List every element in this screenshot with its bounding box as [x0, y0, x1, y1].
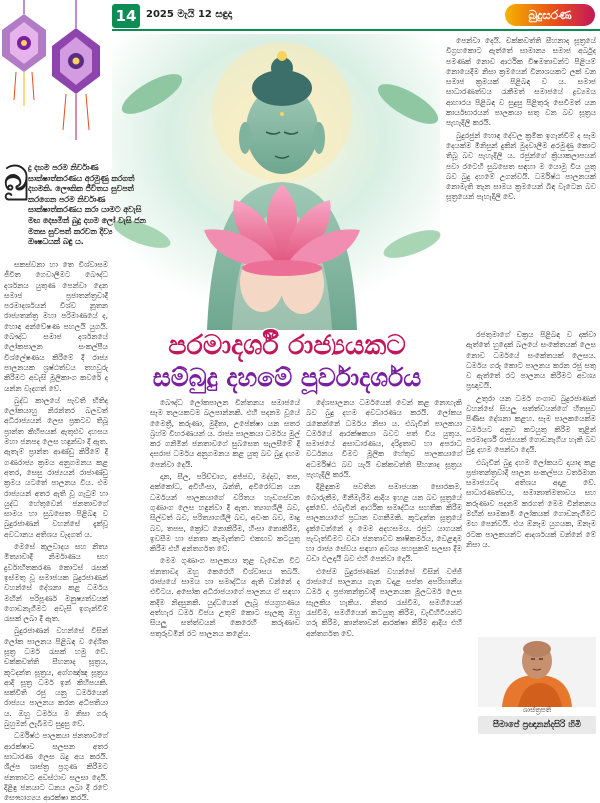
column-paragraph: එසේම බුදුරජාණන් වහන්සේ විසින් වජ්ජි රාජ්‍යයේ පාලනය ගැන වදාළ සප්ත අපරිහානීය ධර්ම ද ප්‍රජාතන්ත්‍රවාදී පාලනයක මූලධර්ම ලෙස සැලකිය හැකිය. නිතර රැස්වීම, සමගියෙන් රැස්වීම, සමගියෙන් කටයුතු කිරීම, වැඩිහිටියන්ට ගරු කිරීම, කාන්තාවන් ආරක්ෂා කිරීම ආදිය එහි අන්තර්ගත වේ. [306, 566, 462, 638]
column-paragraph: සකස්වනා හා තෙ විශ්වාසම ජීවිත ගෙවාලීමට බෞද්ධ දර්ශනය යුතුණ පෙන්වා දෙන සමාජ ප්‍රජාතන්ත්‍රවාදී පරමාදර්ශයන් විශ්ව නූතන රාජ්‍යතන්ත්‍ර මහා පරිමාණයේ ද, හොඳ අන්වේෂණ පහලයි යුගයි. බෞද්ධ සමාජ දර්ශනයේ ලෝකපාලන සංකල්පීය විශ්ලේෂණය කිරීමේ දී රාජ්‍ය පාලනයක ශ්‍රෂ්ඨත්වය තහවුරු කිරීමට අවැසි මූලිකාංග කවරේ ද යන්න වැදගත් වේ. [4, 260, 108, 393]
drop-cap: බු [4, 159, 29, 199]
column-paragraph: උතුරා යන ධර්ම ගංගාව බුදුරජාණන් වහන්සේ සියලු සත්ත්වයන්ගේ හිතසුව පිණිස දේශනා කළහ. සෑම පාලකයෙක්ම ධර්මයට අනුව කටයුතු කිරීම තුළින් පරමාදර්ශී රාජ්‍යයක් ගොඩනැගිය හැකි බව බුදු දහම පෙන්වා දෙයි. [466, 393, 596, 455]
article-column-2 [150, 398, 300, 734]
column-paragraph: පෙන්වා දෙයි. චක්කවත්ති සීහනාද සූත්‍රයේ විග්‍රහකොට ඇත්තේ සාමාන්‍ය සමාජ අර්බුද පමණක් නොව ආර්ථික විෂමතාවන්ට පිළියම් නොයෙදීම නිසා ක්‍රමයෙන් විනාශයකට ලක් වන සමාජ ක්‍රමයක් පිළිබඳ ව ය. සමාජ සාධාරණත්වය රැකීමත් සමාජයේ ද්‍රව්‍යමය ආහාරය පිළිබඳ ව සුදුසු පිළිතුරු සෙවීමත් යන කාර්යභාරයන් පාලකයා සතු වන බව සූත්‍රය පැහැදිලි කරයි. [446, 36, 596, 128]
column-paragraph: දාන, සීල, පරිච්චාග, අජ්ජව, මද්දව, තප, අක්කෝධ, අවිහිංසා, ඛන්ති, අවිරෝධන යන ධර්මයන් පාලකයාගේ චරිතය හැඩගස්වන ගුණාංග ලෙස හඳුන්වා දී ඇත. ත්‍යාගශීලී බව, සිල්වත් බව, පරිත්‍යාගශීලී බව, අවංක බව, මෘදු බව, තපස, ක්‍රෝධ නොකිරීම, හිංසා නොකිරීම, ඉවසීම හා ජනතා කැමැත්තට එකඟව කටයුතු කිරීම එහි අන්තර්ගත වේ. [150, 472, 300, 554]
column-paragraph: බෞද්ධ ලෝකපාලන චින්තනය සමාජයේ සෑම තලයකටම බලපාන්නකි. එහි පදනම වූයේ මෛත්‍රී, කරුණා, මුදිතා, උපේක්ෂා යන සතර බ්‍රහ්ම විහරණයන් ය. රාජ්‍ය පාලකයා ධර්මය මුල් කර ගනිමින් ජනතාවගේ සුබසෙත සැලසීමේ දී දසරාජ ධර්මය අනුගමනය කළ යුතු බව බුදු දහම පෙන්වා දෙයි. [150, 398, 300, 469]
column-paragraph: බුදුරජාණන් වහන්සේ විසින් ලෝක පාලනය පිළිබඳ ව දේශිත සූත්‍ර ධර්ම රැසක් හමු වේ. චක්කවත්ති සීහනාද සූත්‍රය, කූටදන්ත සූත්‍රය, අග්ගඤ්ඤ සූත්‍රය ආදි සූත්‍ර ධර්ම ඉන් කිහිපයකි. සක්විති රජු යනු ධර්මයෙන් රාජ්‍යය පාලනය කරන අධිපතියා ය. ඔහු ධර්මය ම නිසා ගරු බුහුමන් ලැබීමට සුදුසු වේ. [4, 626, 108, 729]
article-column-4 [446, 36, 596, 328]
header-rule [112, 29, 600, 31]
column-paragraph: බුදුරජුන් හොඳ දේවල ක්‍රමික ඉගැන්වීම් ද සෑම දෙයක්ම මිනිසුන් දුකින් මුදවාලීම අරමුණු කොට තිබූ බව පැහැදිලි ය. රජුන්ගේ ක්‍රියාකලාපයන් පවා රටෙහි සුබසෙත සඳහා ම යොමු විය යුතු බව බුදු දහමේ උගන්වයි. ධර්මිෂ්ඨ පාලනයක් නොමැති තැන සාමය ක්‍රමයෙන් බිඳ වැටෙන බව සූත්‍රයෙන් පැහැදිලි වේ. [446, 130, 596, 202]
headline-line-2: සම්බුදු දහමේ පූර්වාදර්ශය [152, 363, 422, 392]
vesak-lantern-icon [0, 0, 112, 160]
supplement-logo: බුදුසරණ [505, 4, 595, 26]
issue-date: 2025 මැයි 12 සඳුදා [146, 9, 233, 20]
author-name: සීමාපේ ප්‍රඥානන්දසිරි හිමි [478, 716, 596, 734]
column-paragraph: එබැවින් බුදු දහම ලෝකයට දායාද කළ ප්‍රජාතන්ත්‍රවාදී පාලන සංකල්පය වර්තමාන සමාජයටද අතිශය අදාළ වේ. සාධාරණත්වය, සමානාත්මතාවය සහ කරුණාව පදනම් කරගත් මෙම චින්තනය මඟින් සාමකාමී ලෝකයක් ගොඩනැගීමට මඟ පෙන්වයි. එය ඕනෑම යුගයක, ඕනෑම රටක පාලකයන්ට ආදර්ශයක් වන්නේ මේ නිසා ය. [466, 457, 596, 549]
page-number: 14 [112, 4, 140, 28]
column-paragraph: දිළිඳුකම පවතින සමාජයක සොරකම, බොරුකීම, මිනීමැරීම ආදිය ඉහළ යන බව සූත්‍රයේ දැක්වේ. එබැවින් ආර්ථික සමෘද්ධිය සහතික කිරීම පාලකයාගේ ප්‍රධාන වගකීමකි. කූටදන්ත සූත්‍රයේ දැක්වෙන්නේ ද මෙම අදහසමය. රජුට යාගයක් පැවැත්වීමට වඩා ජනතාවට කෘෂිකර්මය, වෙළඳාම හා රාජ්‍ය සේවය සඳහා අවශ්‍ය පහසුකම් සලසා දීම වඩා ඵලදායී බව එහි පෙන්වා දෙයි. [306, 482, 462, 564]
author-photo [478, 637, 596, 707]
article-column-3 [306, 398, 462, 734]
column-paragraph: ධර්මිෂ්ඨ පාලකයා ජනතාවගේ ආරක්ෂාව සලසන අතර සාධාරණ ලෙස බදු අය කරයි. ශිල්ප ශාස්ත්‍ර ප්‍රගුණ කිරීමට ජනතාවට අවස්ථාව සලසා දෙයි. දිළිඳු ජනයාට ධනය ලබා දී රටේ සෞභාග්‍යය ආරක්ෂා කරයි. [4, 731, 108, 803]
article-column-4-continued [466, 330, 596, 634]
headline-line-1: පරමාදර්ශී රාජ්‍යයකට [168, 330, 406, 361]
column-paragraph: මෙම ගුණාංග පාලකයා තුළ වැඩෙන විට ජනතාවද ඔහු කෙරෙහි විශ්වාසය තබයි. රාජ්‍යයේ සාමය හා සමෘද්ධිය ඇති වන්නේ ද එවිටය. අසෝක අධිරාජයාගේ පාලනය ඒ සඳහා කදිම නිදසුනකි. යුද්ධයෙන් ලැබූ ජයග්‍රහණය අත්හැර ධර්ම විජය උතුම් කොට සැලකූ ඔහු සියලු සත්ත්වයන් කෙරෙහි කරුණාව පතුරුවමින් රට පාලනය කළේය. [150, 556, 300, 638]
article-headline [112, 330, 462, 394]
article-column-1 [4, 260, 108, 803]
column-paragraph: රජතුමාගේ චක්‍රය පිළිබඳ ව දක්වා ඇත්තේ හුදෙක් බලයේ සංකේතයක් ලෙස නොව ධර්මයේ සංකේතයක් ලෙසය. ධර්මය ගරු කොට පාලනය කරන රජු සතු ව ඇත්තේ රට පාලනය කිරීමට අවශ්‍ය ප්‍රඥාවයි. [466, 330, 596, 391]
column-paragraph: දේශපාලනය ධර්මයෙන් වෙන් කළ නොහැකි බව බුදු දහම අවධාරණය කරයි. ලෝකය රැකෙන්නේ ධර්මය නිසා ය. එබැවින් පාලකයා ධර්මයේ ආරක්ෂකයා බවට පත් විය යුතුය. සමාජයේ අසාධාරණය, දරිද්‍රතාව හා අපරාධ වර්ධනය වීමට මූලික හේතුව පාලකයාගේ අධර්මිෂ්ඨ බව යැයි චක්කවත්ති සීහනාද සූත්‍රය පැහැදිලි කරයි. [306, 398, 462, 480]
column-paragraph: බුද්ධ කාලයේ පැවති භිතිද ලෝකයාහු නිරන්තර බලවත් අධිරාජ්‍යයන් ලෙස ප්‍රකටව තිබූ ප්‍රාන්ත කිහිපයක් ඇතුළුව දහසය මහා ජනපද ලෙස හඳුන්වා දී ඇත. ඇතැම් ප්‍රාන්ත ආණ්ඩු කිරීමේ දී ගණරාජ්‍ය ක්‍රමය අනුගමනය කළ අතර, සෙසු රාජ්‍යයන් රාජාණ්ඩු ක්‍රමය යටතේ පාලනය විය. එම රාජ්‍යයන් අතර ඇති වූ ගැටුම් හා යුද්ධ හේතුවෙන් ජනතාවගේ සාමය හා සුබසෙත පිළිබඳ ව බුදුරජාණන් වහන්සේ දැක්වූ අවධානය අතිශය වැදගත් ය. [4, 395, 108, 539]
buddha-lotus-illustration [112, 34, 440, 330]
author-title: ශාස්ත්‍රපති [522, 706, 552, 714]
intro-paragraph: දු දහම පරම නිර්වාණ සාක්ෂාත්කරණය අරමුණු කරගත් දහමකි. ලෞකික ජීවිතය සුවපත් කරගෙන පරම නිර්වාණ සාක්ෂාත්කරණය කරා යාමට අවැසි මඟ දෙසමින් බුදු දහම ලෝ වැසි ජන මනස සුවපත් කරවන දිව්‍ය ඖෂධයක් බඳු ය. [28, 163, 146, 247]
column-paragraph: මෙසේ කුලවාදය සහ නිත්‍ය මිත්‍යාවාදී නිර්මාණය සහ දුර්වාහිතකරණ කොටස් රැසක් ඉස්මතු වූ සමාජයක බුදුරජාණන් වහන්සේ දේශනා කළ ධර්මය මඟින් පරිපූර්ණ මනුෂ්‍යත්වයක් ගොඩනැගීමට අවැසි ඉගැන්වීම් රැසක් ලබා දී ඇත. [4, 542, 108, 624]
